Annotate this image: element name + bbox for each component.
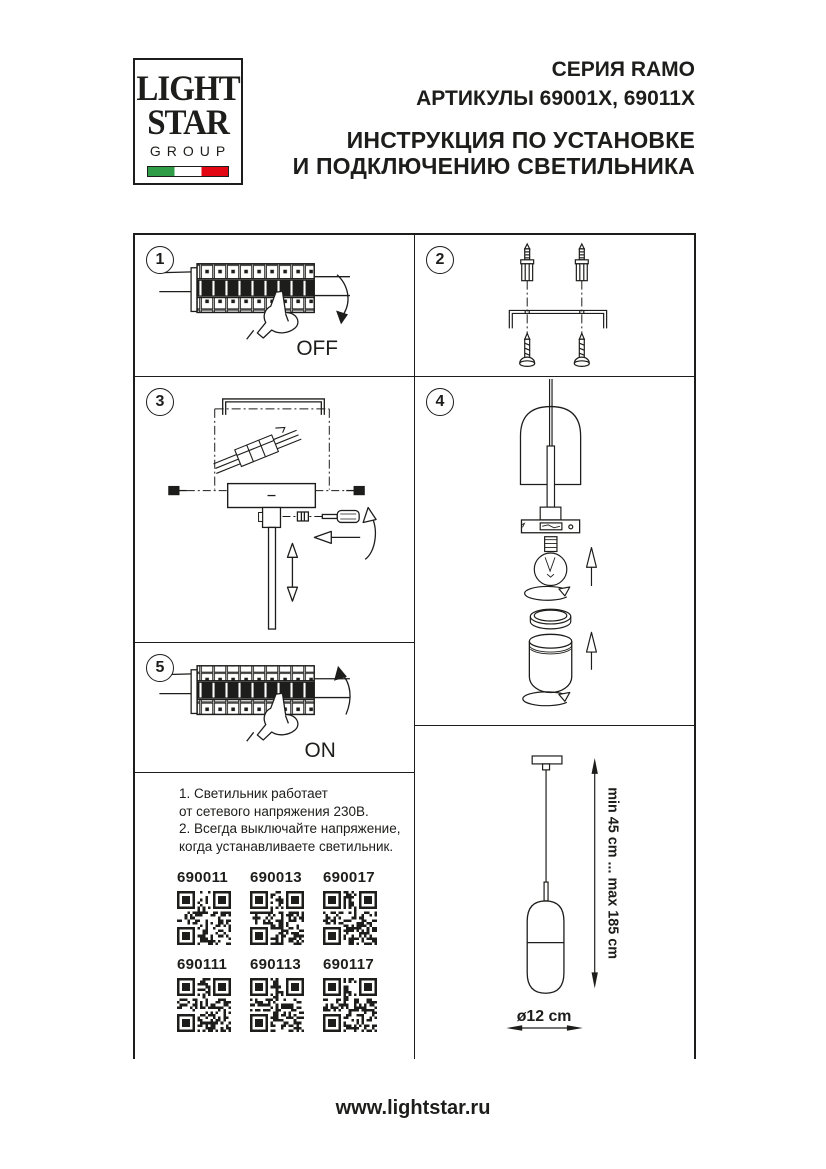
note-line: 1. Светильник работает: [179, 786, 328, 801]
safety-notes: [179, 785, 400, 855]
article-number: 690013: [250, 869, 302, 886]
height-range-label: min 45 cm ... max 185 cm: [604, 787, 621, 960]
header-title-block: [293, 55, 695, 179]
diameter-label: ø12 cm: [516, 1008, 572, 1026]
step4-number-badge: 4: [426, 388, 454, 416]
note-line: от сетевого напряжения 230В.: [179, 803, 369, 819]
mounting-anchors-drawing: [415, 235, 694, 376]
step3-number-badge: 3: [146, 388, 174, 416]
article-number: 690017: [323, 869, 375, 886]
step5-number-badge: 5: [146, 654, 174, 682]
grid-left-column: [135, 235, 415, 1057]
qr-cell: [177, 869, 250, 945]
mounting-screw: [520, 333, 535, 366]
instruction-grid: [133, 233, 696, 1059]
qr-cell: [177, 956, 250, 1032]
step2-panel-anchors: [415, 235, 694, 377]
qr-code: [250, 978, 304, 1032]
pendant-dimensions-panel: [415, 726, 694, 1059]
pendant-dimensions-drawing: [415, 726, 694, 1059]
shade-assembly-drawing: [415, 377, 694, 725]
logo-word-light: LIGHT: [136, 69, 240, 109]
qr-cell: [250, 956, 323, 1032]
wall-anchor: [575, 244, 588, 281]
on-label: ON: [304, 739, 336, 763]
ceiling-mount-wiring-drawing: [135, 377, 414, 642]
circuit-breaker-off-drawing: [135, 235, 414, 376]
website-url: www.lightstar.ru: [335, 1097, 491, 1119]
logo-word-group: GROUP: [149, 143, 232, 159]
notes-and-qr-panel: [135, 773, 414, 1059]
step5-panel-breaker-on: [135, 643, 414, 773]
note-line: когда устанавливаете светильник.: [179, 838, 394, 854]
instruction-title-line2: И ПОДКЛЮЧЕНИЮ СВЕТИЛЬНИКА: [292, 153, 695, 179]
lightstar-logo: [133, 58, 243, 185]
qr-cell: [323, 956, 396, 1032]
qr-code: [323, 978, 377, 1032]
step3-panel-ceiling-mount: [135, 377, 414, 643]
instruction-title-line1: ИНСТРУКЦИЯ ПО УСТАНОВКЕ: [346, 127, 695, 153]
article-qr-grid: [177, 869, 396, 1032]
qr-code: [323, 891, 377, 945]
qr-cell: [323, 869, 396, 945]
note-line: 2. Всегда выключайте напряжение,: [179, 821, 401, 836]
article-number: 690011: [177, 869, 229, 886]
qr-cell: [250, 869, 323, 945]
mounting-screw: [574, 333, 589, 366]
qr-code: [177, 978, 231, 1032]
series-title: СЕРИЯ RAMO: [551, 58, 695, 81]
step2-number-badge: 2: [426, 246, 454, 274]
circuit-breaker-on-drawing: [135, 643, 414, 772]
step1-panel-breaker-off: [135, 235, 414, 377]
article-number: 690111: [177, 956, 228, 973]
qr-code: [177, 891, 231, 945]
article-number: 690117: [323, 956, 375, 973]
wall-anchor: [521, 244, 534, 281]
article-number: 690113: [250, 956, 302, 973]
step4-panel-shade-assembly: [415, 377, 694, 726]
qr-code: [250, 891, 304, 945]
grid-right-column: [415, 235, 694, 1057]
articles-title: АРТИКУЛЫ 69001X, 69011X: [416, 87, 695, 110]
step1-number-badge: 1: [146, 246, 174, 274]
logo-word-star: STAR: [147, 103, 229, 143]
off-label: OFF: [296, 337, 339, 361]
italian-flag-stripe: [147, 166, 229, 177]
